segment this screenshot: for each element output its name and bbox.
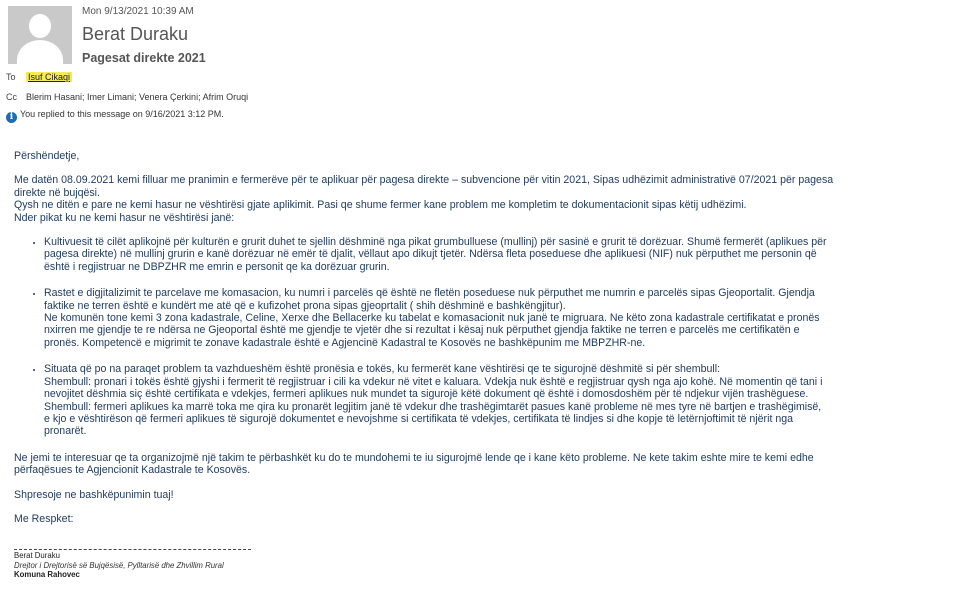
signature-divider <box>14 549 251 550</box>
signature-title: Drejtor i Drejtorisë së Bujqësisë, Pylltarisë dhe Zhvillim Rural <box>14 560 224 570</box>
message-header <box>0 0 960 128</box>
to-recipient[interactable]: Isuf Cikaqi <box>28 72 71 82</box>
message-body <box>14 150 954 537</box>
cc-recipients[interactable]: Blerim Hasani; Imer Limani; Venera Çerkini; Afrim Oruqi <box>26 92 249 102</box>
cc-label: Cc <box>6 92 17 102</box>
sender-name[interactable]: Berat Duraku <box>82 24 189 44</box>
closing-paragraph: Ne jemi te interesuar qe ta organizojmë një takim te përbashkët ku do te mundohemi te iu sigurojmë lende qe i kane këto probleme. Ne kete takim eshte mire te kemi edhe përfaqësues te Agjencionit Kadastrale te Kosovës. <box>14 451 814 477</box>
sign-off: Me Respket: <box>14 512 74 525</box>
list-item: • Kultivuesit të cilët aplikojnë për kulturën e grurit duhet te sjellin dëshminë nga pikat grumbulluese (mullinj) për sasinë e grurit të dorëzuar. Shumë fermerët (aplikues për pagesa direkte) në mullinj grurin e kanë dorëzuar në emër të djalit, vëllaut apo dikujt tjetër. Ndërsa fleta poseduese dhe aplikuesi (NIF) nuk përputhet me personin që është i regjistruar ne DBPZHR me emrin e personit qe ka dorëzuar grurin. <box>44 236 954 273</box>
sender-avatar[interactable] <box>8 6 72 64</box>
intro-paragraph: Me datën 08.09.2021 kemi filluar me pranimin e fermerëve për te aplikuar për pagesa direkte – subvencione për vitin 2021, Sipas udhëzimit administrativë 07/2021 për pagesa direkte në bujqësi. Qysh ne ditën e pare ne kemi hasur ne vështirësi gjate aplikimit. Pasi qe shume fermer kane problem me kompletim te dokumentacionit sipas këtij udhëzimi. Nder pikat ku ne kemi hasur ne vështirësi janë: <box>14 174 834 224</box>
to-label: To <box>6 72 16 82</box>
list-item: • Situata që po na paraqet problem ta vazhdueshëm është pronësia e tokës, ku fermerët kane vështirësi qe te sigurojnë dëshmitë si për shembull: Shembull: pronari i tokës është gjyshi i fermerit të regjistruar i cili ka vdekur në vitet e kaluara. Vdekja nuk është e regjistruar qysh nga ajo kohë. Në momentin që tani i nevojitet dëshmia siç është certifikata e vdekjes, fermeri aplikues nuk mundet ta sigurojë këtë dokument që është i domosdoshëm për të ndjekur vijën trashëguese. Shembull: fermeri aplikues ka marrë toka me qira ku pronarët legjitim janë të vdekur dhe trashëgimtarët pasues kanë probleme në mes tyre në bartjen e trashëgimisë, e kjo e vështirëson që fermeri aplikues të sigurojë dokumentet e nevojshme si certifikata të vdekjes, certifikata të lindjes si dhe kopje të letërnjoftimit të njërit nga pronarët. <box>44 363 954 437</box>
list-item: • Rastet e digjitalizimit te parcelave me komasacion, ku numri i parcelës që është ne fletën poseduese nuk përputhet me numrin e parcelës sipas Gjeoportalit. Gjendja faktike ne terren është e kundërt me atë që e kufizohet prona sipas gjeoprtalit ( shih dëshminë e bashkëngjitur). Ne komunën tone kemi 3 zona kadastrale, Celine, Xerxe dhe Bellacerke ku tabelat e komasacionit nuk janë te migruara. Ne këto zona kadastrale certifikatat e pronës nxirren me gjendje te re ndërsa ne Gjeoportal është me gjendje te vjetër dhe si rezultat i kësaj nuk përputhet gjendja faktike ne terren e parcelës me certifikatën e pronës. Kompetencë e migrimit te zonave kadastrale është e Agjencinë Kadastral te Kosovës ne bashkëpunim me MBPZHR-ne. <box>44 287 954 349</box>
reply-info-text: You replied to this message on 9/16/2021 3:12 PM. <box>20 109 224 119</box>
greeting: Përshëndetje, <box>14 150 80 162</box>
signature-name: Berat Duraku <box>14 551 60 560</box>
closing-hope: Shpresoje ne bashkëpunimin tuaj! <box>14 488 174 501</box>
cc-row <box>6 92 248 102</box>
subject: Pagesat direkte 2021 <box>82 51 206 65</box>
sent-date: Mon 9/13/2021 10:39 AM <box>82 6 194 17</box>
to-row <box>6 72 72 82</box>
signature-block <box>14 549 251 580</box>
reply-info-bar[interactable] <box>6 109 224 123</box>
signature-place: Komuna Rahovec <box>14 570 80 580</box>
issue-list <box>14 236 954 438</box>
info-icon: i <box>6 112 17 123</box>
avatar-body-shape <box>17 40 63 64</box>
avatar-head-shape <box>29 14 51 38</box>
